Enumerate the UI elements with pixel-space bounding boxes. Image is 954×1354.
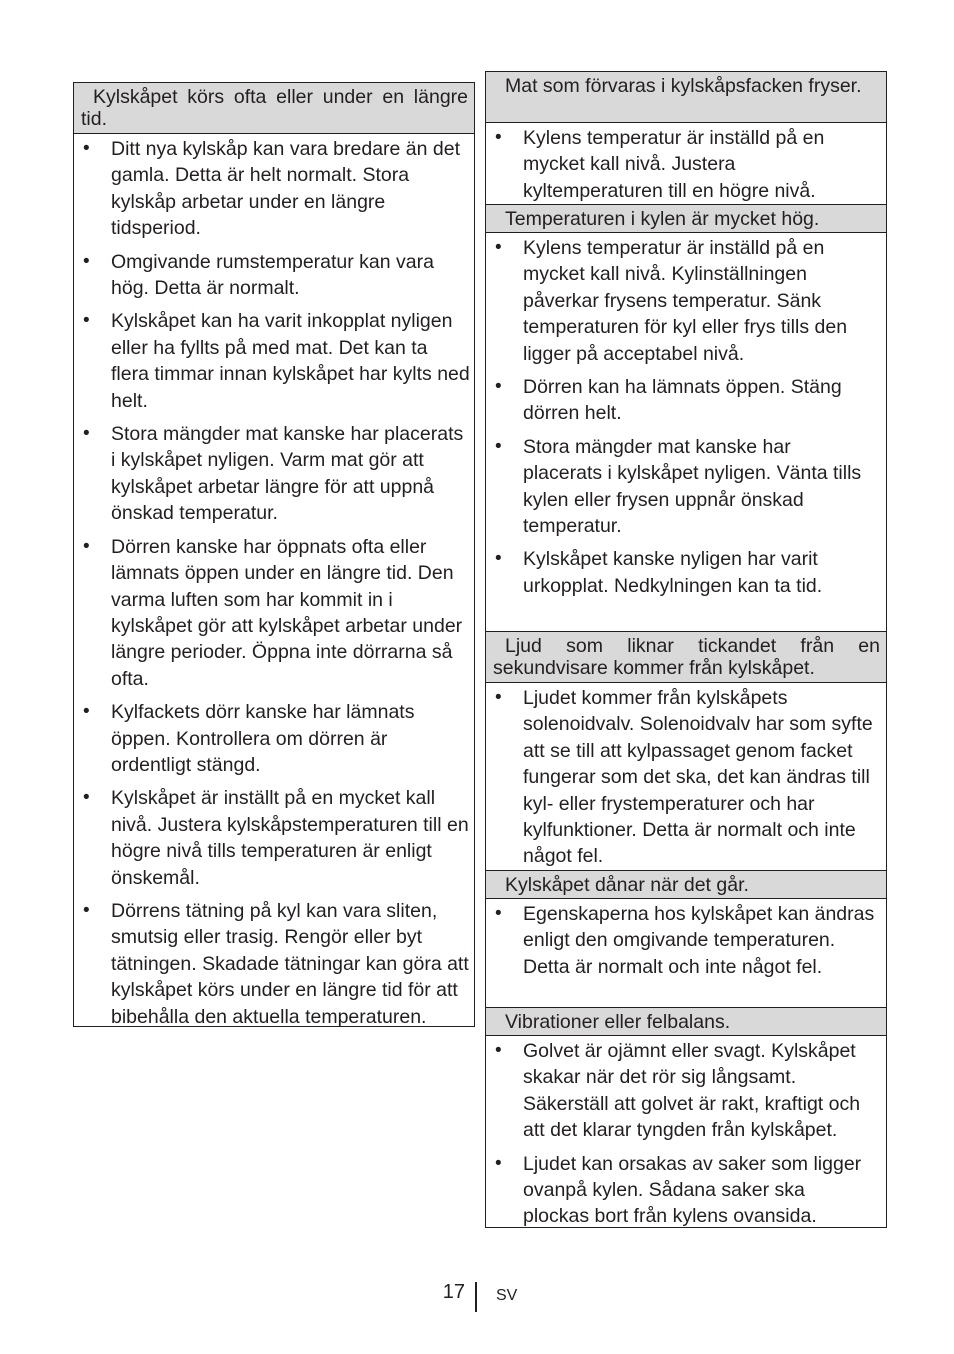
list-item: • Dörren kanske har öppnats ofta eller lämnats öppen under en längre tid. Den varma luften som har kommit in i kylskåpet gör att kylskåpet arbetar under längre perioder. Öppna inte dörrarna så ofta.: [74, 534, 470, 692]
list-item: • Egenskaperna hos kylskåpet kan ändras enligt den omgivande temperaturen. Detta är normalt och inte något fel.: [486, 901, 886, 980]
bullet-list: [486, 1038, 886, 1230]
section-heading: Kylskåpet körs ofta eller under en längre tid.: [74, 82, 474, 134]
list-item: • Ditt nya kylskåp kan vara bredare än det gamla. Detta är helt normalt. Stora kylskåp arbetar under en längre tidsperiod.: [74, 136, 470, 242]
section-body: [74, 134, 474, 1030]
list-item: • Stora mängder mat kanske har placerats i kylskåpet nyligen. Vänta tills kylen eller frysen uppnår önskad temperatur.: [486, 434, 886, 540]
section-heading: Vibrationer eller felbalans.: [486, 1007, 886, 1036]
bullet-list: [74, 136, 470, 1030]
list-item: • Kylens temperatur är inställd på en mycket kall nivå. Justera kyltemperaturen till en högre nivå.: [486, 125, 886, 204]
section-body: [486, 1036, 886, 1230]
list-item: • Dörrens tätning på kyl kan vara sliten, smutsig eller trasig. Rengör eller byt tätningen. Skadade tätningar kan göra att kylskåpet körs under en längre tid för att bibehålla den aktuella temperaturen.: [74, 898, 470, 1030]
bullet-list: [486, 901, 886, 980]
list-item: • Ljudet kommer från kylskåpets solenoidvalv. Solenoidvalv har som syfte att se till att kylpassaget genom facket fungerar som det ska, det kan ändras till kyl- eller frystemperaturer och har kylfunktioner. Detta är normalt och inte något fel.: [486, 685, 886, 870]
list-item: • Kylens temperatur är inställd på en mycket kall nivå. Kylinställningen påverkar frysens temperatur. Sänk temperaturen för kyl eller frys tills den ligger på acceptabel nivå.: [486, 235, 886, 367]
list-item: • Stora mängder mat kanske har placerats i kylskåpet nyligen. Varm mat gör att kylskåpet arbetar längre för att uppnå önskad temperatur.: [74, 421, 470, 527]
left-column: [73, 82, 475, 1027]
section-heading: Mat som förvaras i kylskåpsfacken fryser.: [486, 71, 886, 123]
language-code: SV: [496, 1287, 518, 1304]
list-item: • Golvet är ojämnt eller svagt. Kylskåpet skakar när det rör sig långsamt. Säkerställ att golvet är rakt, kraftigt och att det klarar tyngden från kylskåpet.: [486, 1038, 886, 1144]
bullet-list: [486, 235, 886, 599]
section-heading: Ljud som liknar tickandet från en sekundvisare kommer från kylskåpet.: [486, 631, 886, 683]
list-item: • Omgivande rumstemperatur kan vara hög. Detta är normalt.: [74, 249, 470, 302]
list-item: • Ljudet kan orsakas av saker som ligger ovanpå kylen. Sådana saker ska plockas bort från kylens ovansida.: [486, 1151, 886, 1230]
right-column: [485, 71, 887, 1228]
list-item: • Kylskåpet är inställt på en mycket kall nivå. Justera kylskåpstemperaturen till en högre nivå tills temperaturen är enligt önskemål.: [74, 785, 470, 891]
list-item: • Kylfackets dörr kanske har lämnats öppen. Kontrollera om dörren är ordentligt stängd.: [74, 699, 470, 778]
bullet-list: [486, 125, 886, 204]
section-heading: Temperaturen i kylen är mycket hög.: [486, 204, 886, 233]
footer-divider: [475, 1282, 477, 1312]
page-number: 17: [442, 1281, 465, 1303]
section-body: [486, 683, 886, 870]
page-footer: [0, 1278, 954, 1314]
section-body: [486, 123, 886, 204]
list-item: • Dörren kan ha lämnats öppen. Stäng dörren helt.: [486, 374, 886, 427]
list-item: • Kylskåpet kan ha varit inkopplat nyligen eller ha fyllts på med mat. Det kan ta flera timmar innan kylskåpet har kylts ned helt.: [74, 308, 470, 414]
section-body: [486, 899, 886, 1007]
section-body: [486, 233, 886, 631]
bullet-list: [486, 685, 886, 870]
list-item: • Kylskåpet kanske nyligen har varit urkopplat. Nedkylningen kan ta tid.: [486, 546, 886, 599]
section-heading: Kylskåpet dånar när det går.: [486, 870, 886, 899]
